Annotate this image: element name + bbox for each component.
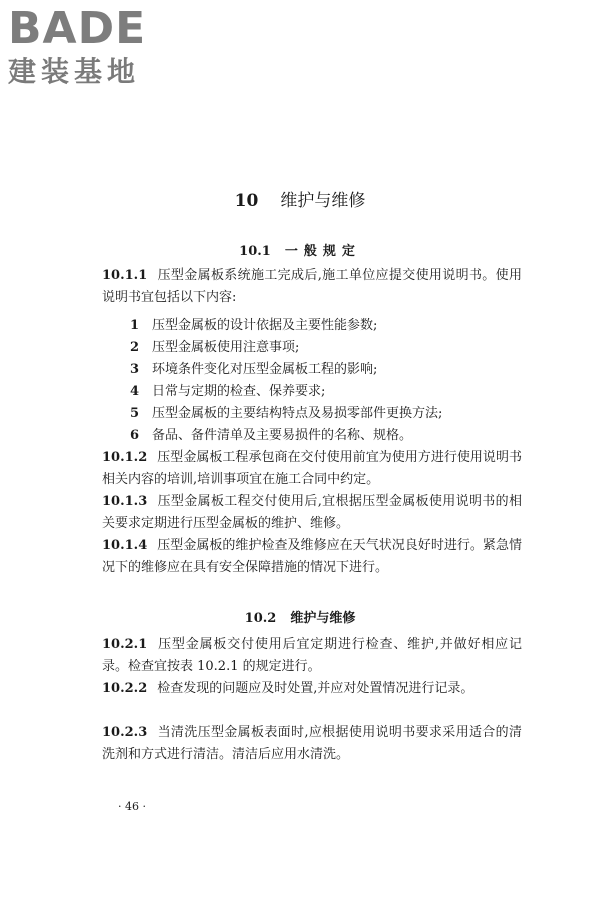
page-number: · 46 ·	[118, 800, 146, 813]
list-item: 5 压型金属板的主要结构特点及易损零部件更换方法;	[130, 406, 443, 421]
chapter-number: 10	[234, 191, 259, 211]
clause-number: 10.2.1	[102, 637, 148, 652]
clause-text: 检查发现的问题应及时处置,并应对处置情况进行记录。	[157, 681, 474, 696]
logo-subtitle: 建装基地	[8, 55, 141, 88]
clause-number: 10.2.3	[102, 725, 148, 740]
clause-10-1-3	[102, 491, 522, 535]
list-item: 1 压型金属板的设计依据及主要性能参数;	[130, 318, 378, 333]
clause-10-1-4	[102, 535, 522, 579]
clause-text: 压型金属板交付使用后宜定期进行检查、维护,并做好相应记录。检查宜按表 10.2.1 的规定进行。	[102, 637, 522, 674]
list-item: 6 备品、备件清单及主要易损件的名称、规格。	[130, 428, 413, 443]
list-item: 2 压型金属板使用注意事项;	[130, 340, 300, 355]
section-heading: 一般规定	[284, 244, 361, 259]
clause-text: 压型金属板的维护检查及维修应在天气状况良好时进行。紧急情况下的维修应在具有安全保障措施的情况下进行。	[102, 538, 522, 575]
section-number: 10.2	[244, 611, 277, 626]
chapter-title	[0, 186, 600, 211]
section-number: 10.1	[239, 244, 271, 259]
list-item: 3 环境条件变化对压型金属板工程的影响;	[130, 362, 378, 377]
clause-number: 10.1.4	[102, 538, 148, 553]
section-title-10-2	[0, 607, 600, 626]
clause-text: 压型金属板工程承包商在交付使用前宜为使用方进行使用说明书相关内容的培训,培训事项宜在施工合同中约定。	[102, 450, 522, 487]
chapter-heading: 维护与维修	[280, 191, 366, 211]
clause-10-2-3	[102, 722, 522, 766]
clause-number: 10.2.2	[102, 681, 148, 696]
clause-text: 压型金属板系统施工完成后,施工单位应提交使用说明书。使用说明书宜包括以下内容:	[102, 268, 522, 305]
section-title-10-1	[0, 240, 600, 259]
bade-logo	[8, 4, 178, 88]
clause-number: 10.1.1	[102, 268, 148, 283]
logo-wordmark: BADE	[8, 3, 147, 54]
clause-text: 压型金属板工程交付使用后,宜根据压型金属板使用说明书的相关要求定期进行压型金属板的维护、维修。	[102, 494, 522, 531]
clause-10-2-1	[102, 634, 522, 678]
clause-10-1-1	[102, 265, 522, 309]
clause-number: 10.1.3	[102, 494, 148, 509]
clause-number: 10.1.2	[102, 450, 148, 465]
clause-10-2-2	[102, 678, 522, 700]
list-item: 4 日常与定期的检查、保养要求;	[130, 384, 326, 399]
clause-10-1-2	[102, 447, 522, 491]
section-heading: 维护与维修	[290, 611, 356, 626]
clause-text: 当清洗压型金属板表面时,应根据使用说明书要求采用适合的清洗剂和方式进行清洁。清洁后应用水清洗。	[102, 725, 522, 762]
